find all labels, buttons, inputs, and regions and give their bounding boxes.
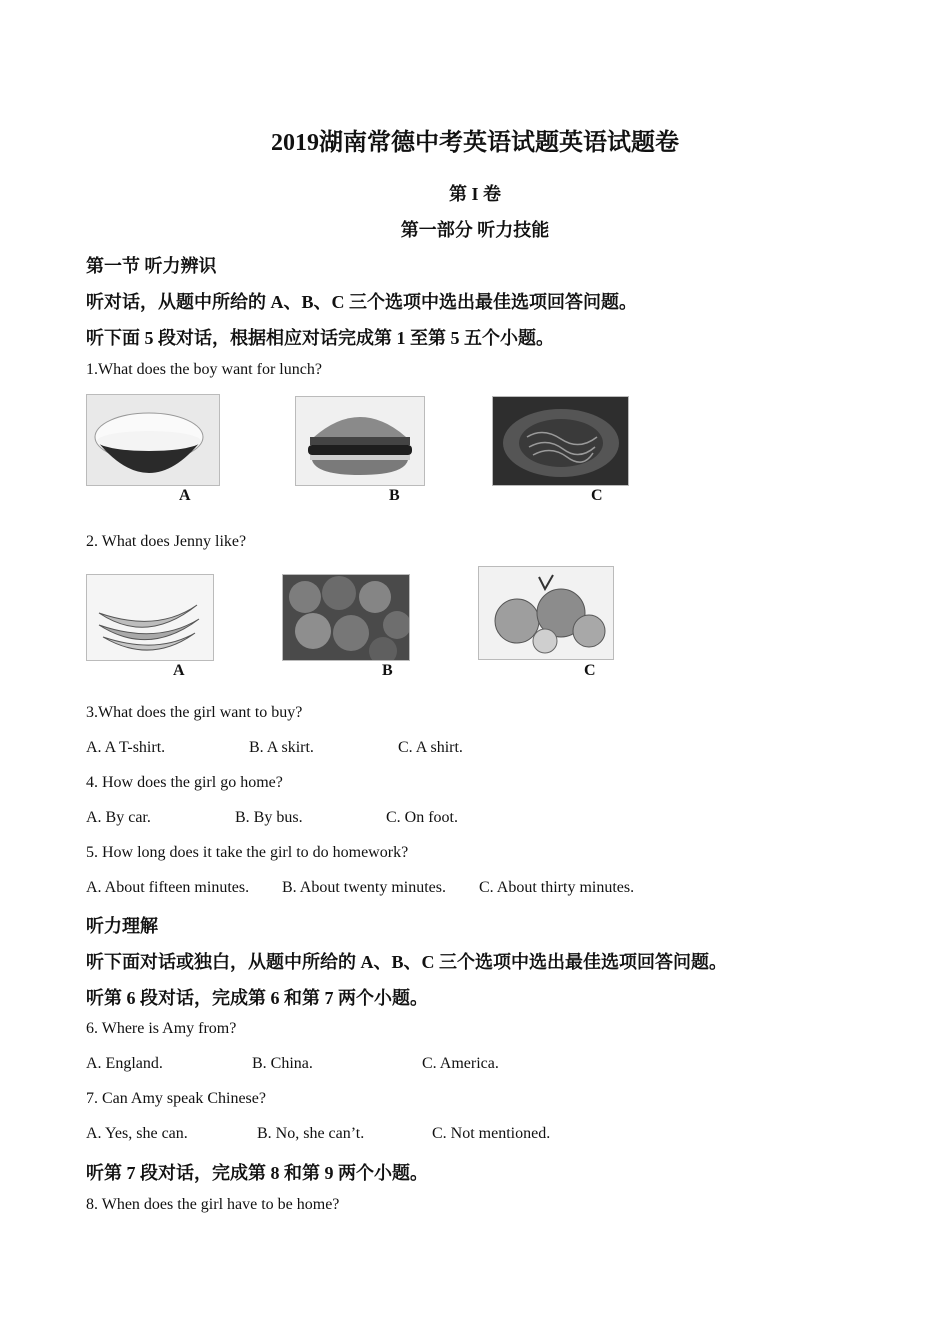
noodles-image — [492, 396, 629, 486]
section1-sub-instruction: 听下面 5 段对话，根据相应对话完成第 1 至第 5 五个小题。 — [86, 328, 554, 348]
question-6: 6. Where is Amy from? — [86, 1020, 237, 1037]
question-3: 3.What does the girl want to buy? — [86, 704, 303, 721]
q1-label-a: A — [179, 487, 191, 504]
q3-option-b: B. A skirt. — [249, 739, 314, 756]
q1-label-c: C — [591, 487, 603, 504]
q2-label-a: A — [173, 662, 185, 679]
question-2: 2. What does Jenny like? — [86, 533, 247, 550]
volume-heading: 第 I 卷 — [448, 184, 501, 204]
question-5: 5. How long does it take the girl to do homework? — [86, 844, 409, 861]
section2-instruction: 听下面对话或独白，从题中所给的 A、B、C 三个选项中选出最佳选项回答问题。 — [86, 952, 728, 972]
q5-option-b: B. About twenty minutes. — [282, 879, 446, 896]
q5-option-c: C. About thirty minutes. — [479, 879, 635, 896]
part-heading: 第一部分 听力技能 — [400, 220, 550, 240]
q1-label-b: B — [389, 487, 400, 504]
q4-option-b: B. By bus. — [235, 809, 303, 826]
dialog-7-instruction: 听第 7 段对话，完成第 8 和第 9 两个小题。 — [86, 1163, 428, 1183]
q4-option-c: C. On foot. — [386, 809, 458, 826]
question-8: 8. When does the girl have to be home? — [86, 1196, 340, 1213]
rice-bowl-image — [86, 394, 220, 486]
oranges-image — [478, 566, 614, 660]
dialog-6-instruction: 听第 6 段对话，完成第 6 和第 7 两个小题。 — [86, 988, 428, 1008]
q2-label-b: B — [382, 662, 393, 679]
section1-heading: 第一节 听力辨识 — [86, 256, 217, 276]
q5-option-a: A. About fifteen minutes. — [86, 879, 250, 896]
q6-option-b: B. China. — [252, 1055, 313, 1072]
q3-option-a: A. A T-shirt. — [86, 739, 166, 756]
q6-option-a: A. England. — [86, 1055, 163, 1072]
q2-label-c: C — [584, 662, 596, 679]
hamburger-image — [295, 396, 425, 486]
question-4: 4. How does the girl go home? — [86, 774, 283, 791]
q3-option-c: C. A shirt. — [398, 739, 463, 756]
page-title: 2019湖南常德中考英语试题英语试题卷 — [271, 130, 679, 156]
strawberries-image — [282, 574, 410, 661]
q4-option-a: A. By car. — [86, 809, 151, 826]
q7-option-c: C. Not mentioned. — [432, 1125, 551, 1142]
q6-option-c: C. America. — [422, 1055, 499, 1072]
section2-heading: 听力理解 — [86, 916, 158, 936]
question-7: 7. Can Amy speak Chinese? — [86, 1090, 266, 1107]
bananas-image — [86, 574, 214, 661]
section1-instruction: 听对话，从题中所给的 A、B、C 三个选项中选出最佳选项回答问题。 — [86, 292, 638, 312]
question-1: 1.What does the boy want for lunch? — [86, 361, 322, 378]
q7-option-a: A. Yes, she can. — [86, 1125, 188, 1142]
q7-option-b: B. No, she can’t. — [257, 1125, 365, 1142]
